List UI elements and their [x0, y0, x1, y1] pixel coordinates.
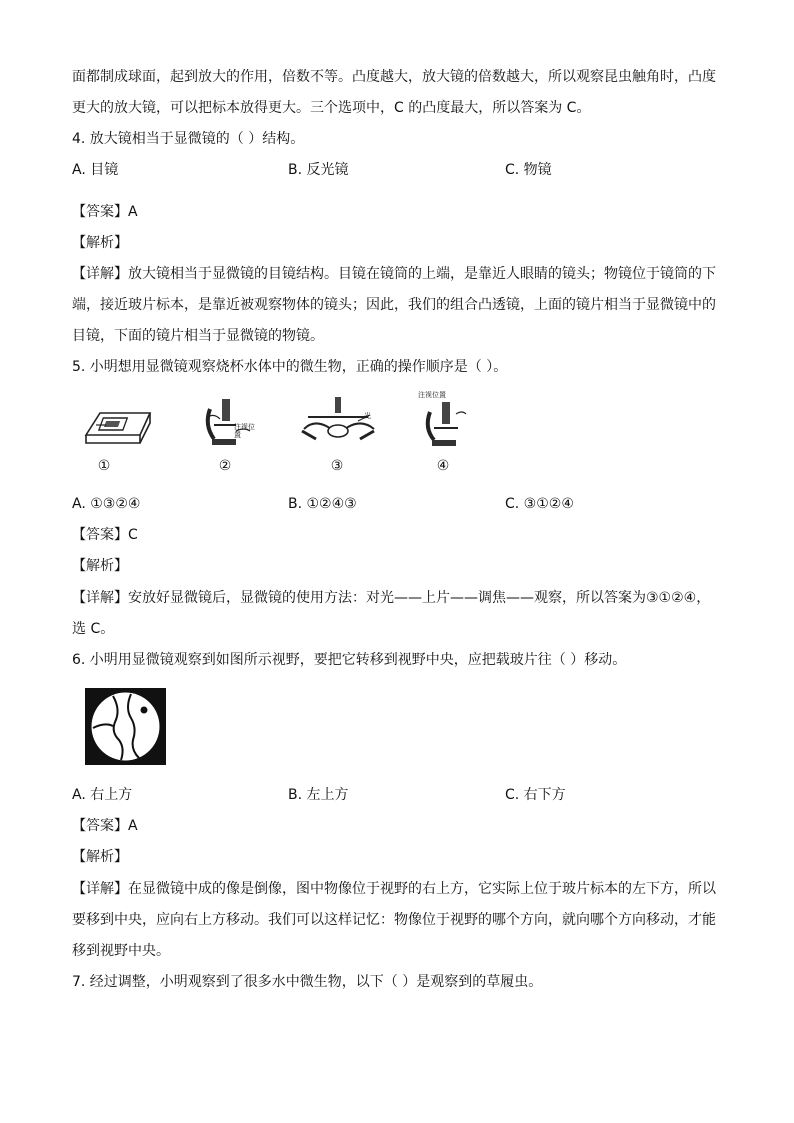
figure-4-label: ④ [436, 458, 450, 474]
microscope-side-figure [200, 395, 262, 449]
q4-detail-line: 【详解】放大镜相当于显微镜的目镜结构。目镜在镜筒的上端，是靠近人眼睛的镜头；物镜位于镜筒的下 [72, 266, 716, 282]
figure-2-note: 注视位置 [234, 423, 255, 439]
q5-detail-line: 选 C。 [72, 621, 115, 637]
q6-detail-line: 要移到中央，应向右上方移动。我们可以这样记忆：物像位于视野的哪个方向，就向哪个方向移动，才能 [72, 912, 716, 928]
q6-analysis-heading: 【解析】 [72, 849, 128, 865]
figure-1-label: ① [97, 458, 111, 474]
q6-answer: 【答案】A [72, 818, 138, 834]
q4-option-c: C. 物镜 [505, 162, 552, 178]
q5-option-a: A. ①③②④ [72, 496, 141, 512]
q4-option-a: A. 目镜 [72, 162, 119, 178]
microscope-stage-figure [82, 405, 154, 451]
figure-3-label: ③ [330, 458, 344, 474]
q4-detail-line: 端，接近玻片标本，是靠近被观察物体的镜头；因此，我们的组合凸透镜，上面的镜片相当于显微镜中的 [72, 297, 716, 313]
mirror-light-figure [298, 395, 380, 449]
q5-answer: 【答案】C [72, 527, 138, 543]
question-7: 7. 经过调整，小明观察到了很多水中微生物，以下（ ）是观察到的草履虫。 [72, 974, 543, 990]
q5-option-b: B. ①②④③ [288, 496, 357, 512]
q4-detail-line: 目镜，下面的镜片相当于显微镜的物镜。 [72, 328, 324, 344]
q5-analysis-heading: 【解析】 [72, 558, 128, 574]
field-of-view-figure [85, 688, 166, 765]
text-line: 面都制成球面，起到放大的作用，倍数不等。凸度越大，放大镜的倍数越大，所以观察昆虫触角时，凸度 [72, 69, 716, 85]
question-6: 6. 小明用显微镜观察到如图所示视野，要把它转移到视野中央，应把载玻片往（ ）移动。 [72, 652, 627, 668]
figure-2-label: ② [218, 458, 232, 474]
text-line: 更大的放大镜，可以把标本放得更大。三个选项中，C 的凸度最大，所以答案为 C。 [72, 100, 591, 116]
q6-detail-line: 移到视野中央。 [72, 943, 170, 959]
figure-3-note: 光 [364, 412, 371, 420]
q6-option-c: C. 右下方 [505, 787, 566, 803]
q5-option-c: C. ③①②④ [505, 496, 574, 512]
question-4: 4. 放大镜相当于显微镜的（ ）结构。 [72, 131, 305, 147]
question-5: 5. 小明想用显微镜观察烧杯水体中的微生物，正确的操作顺序是（ ）。 [72, 359, 508, 375]
q6-detail-line: 【详解】在显微镜中成的像是倒像，图中物像位于视野的右上方，它实际上位于玻片标本的左下方，所以 [72, 881, 716, 897]
q6-option-b: B. 左上方 [288, 787, 349, 803]
q6-option-a: A. 右上方 [72, 787, 133, 803]
figure-4-note: 注视位置 [418, 391, 446, 399]
q4-analysis-heading: 【解析】 [72, 235, 128, 251]
q4-option-b: B. 反光镜 [288, 162, 349, 178]
q4-answer: 【答案】A [72, 204, 138, 220]
microscope-focus-figure [420, 400, 470, 448]
q5-detail-line: 【详解】安放好显微镜后，显微镜的使用方法：对光——上片——调焦——观察，所以答案为③①②④， [72, 590, 711, 606]
